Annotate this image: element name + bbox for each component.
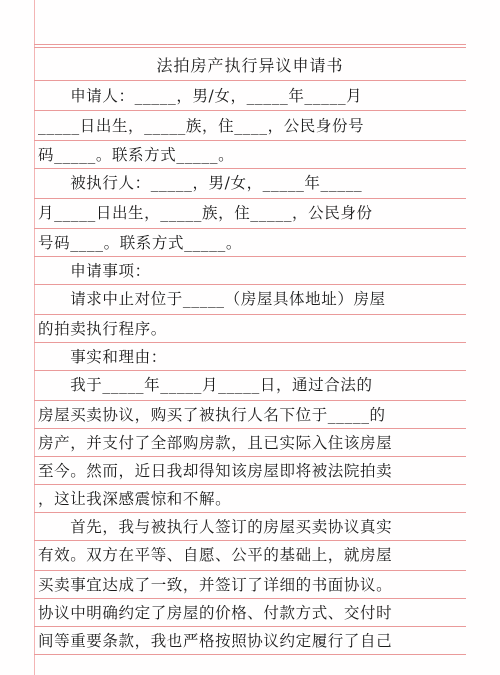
ruled-line [34, 110, 466, 111]
text-line: 至今。然而，近日我却得知该房屋即将被法院拍卖 [38, 462, 393, 480]
text-line: 首先，我与被执行人签订的房屋买卖协议真实 [38, 518, 393, 536]
text-line: 号码____。联系方式_____。 [38, 234, 242, 252]
text-line: 我于_____年_____月_____日，通过合法的 [38, 376, 373, 394]
text-line: 房产，并支付了全部购房款，且已实际入住该房屋 [38, 434, 393, 452]
text-line: 的拍卖执行程序。 [38, 320, 167, 338]
ruled-line [34, 80, 466, 81]
ruled-line [34, 44, 466, 45]
section-heading-requests: 申请事项： [38, 262, 151, 280]
margin-line [34, 0, 35, 675]
text-line: 月_____日出生，_____族，住_____，公民身份 [38, 204, 373, 222]
text-line: 申请人：_____，男/女，_____年_____月 [38, 87, 363, 105]
document-title: 法拍房产执行异议申请书 [156, 56, 344, 75]
text-line: 间等重要条款，我也严格按照协议约定履行了自己 [38, 632, 393, 650]
section-heading-facts: 事实和理由： [38, 348, 167, 366]
text-line: 请求中止对位于_____（房屋具体地址）房屋 [38, 290, 386, 308]
text-line: 买卖事宜达成了一致，并签订了详细的书面协议。 [38, 576, 393, 594]
text-line: 码_____。联系方式_____。 [38, 146, 235, 164]
text-line: ，这让我深感震惊和不解。 [38, 490, 232, 508]
text-line: 有效。双方在平等、自愿、公平的基础上，就房屋 [38, 546, 393, 564]
text-line: 房屋买卖协议，购买了被执行人名下位于_____的 [38, 406, 386, 424]
text-line: _____日出生，_____族，住____，公民身份号 [38, 117, 365, 135]
text-line: 协议中明确约定了房屋的价格、付款方式、交付时 [38, 604, 393, 622]
text-line: 被执行人：_____，男/女，_____年_____ [38, 174, 363, 192]
